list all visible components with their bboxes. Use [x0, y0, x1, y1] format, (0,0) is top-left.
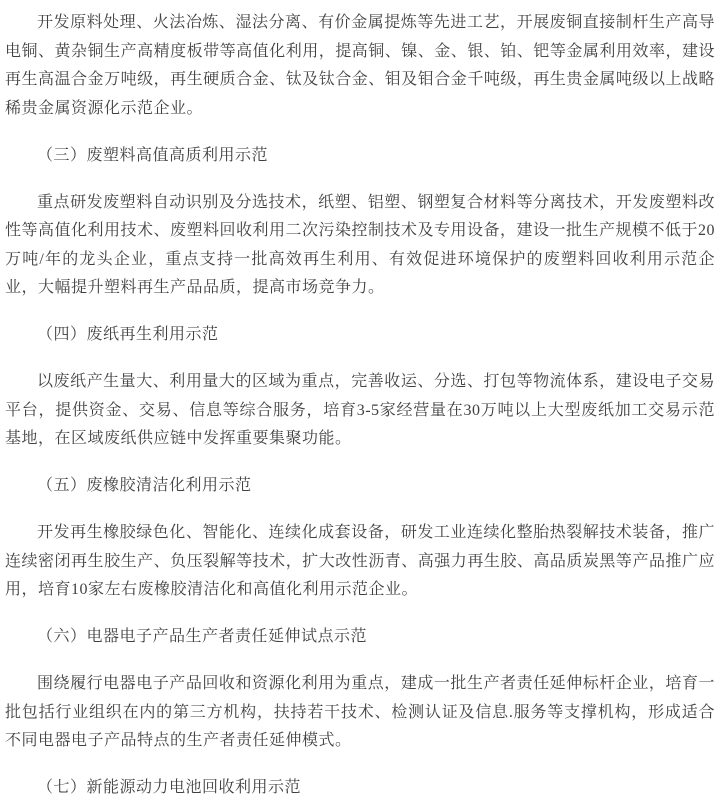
paragraph-producer-responsibility: 围绕履行电器电子产品回收和资源化利用为重点，建成一批生产者责任延伸标杆企业，培育一批包括行业组织在内的第三方机构，扶持若干技术、检测认证及信息.服务等支撑机构，形成适合不同电器电子产品特点的生产者责任延伸模式。 [5, 675, 715, 749]
paragraph-waste-paper: 以废纸产生量大、利用量大的区域为重点，完善收运、分选、打包等物流体系，建设电子交易平台，提供资金、交易、信息等综合服务，培育3-5家经营量在30万吨以上大型废纸加工交易示范基地，在区域废纸供应链中发挥重要集聚功能。 [5, 373, 715, 447]
paragraph-nonferrous-metals: 开发原料处理、火法冶炼、湿法分离、有价金属提炼等先进工艺，开展废铜直接制杆生产高导电铜、黄杂铜生产高精度板带等高值化利用，提高铜、镍、金、银、铂、钯等金属利用效率，建设再生高温合金万吨级，再生硬质合金、钛及钛合金、钼及钼合金千吨级，再生贵金属吨级以上战略稀贵金属资源化示范企业。 [5, 14, 715, 117]
heading-section-5-waste-rubber: （五）废橡胶清洁化利用示范 [37, 477, 252, 494]
heading-section-6-producer-responsibility: （六）电器电子产品生产者责任延伸试点示范 [37, 628, 368, 645]
heading-section-7-ev-battery-recycling: （七）新能源动力电池回收利用示范 [37, 779, 302, 796]
paragraph-waste-rubber: 开发再生橡胶绿色化、智能化、连续化成套设备，研发工业连续化整胎热裂解技术装备，推广连续密闭再生胶生产、负压裂解等技术，扩大改性沥青、高强力再生胶、高品质炭黑等产品推广应用，培育10家左右废橡胶清洁化和高值化利用示范企业。 [5, 524, 715, 598]
heading-section-3-waste-plastics: （三）废塑料高值高质利用示范 [37, 146, 269, 164]
paragraph-waste-plastics: 重点研发废塑料自动识别及分选技术，纸塑、铝塑、钢塑复合材料等分离技术，开发废塑料改性等高值化利用技术、废塑料回收利用二次污染控制技术及专用设备，建设一批生产规模不低于20万吨/年的龙头企业，重点支持一批高效再生利用、有效促进环境保护的废塑料回收利用示范企业，大幅提升塑料再生产品品质，提高市场竞争力。 [5, 193, 716, 296]
heading-section-4-waste-paper: （四）废纸再生利用示范 [37, 326, 219, 343]
